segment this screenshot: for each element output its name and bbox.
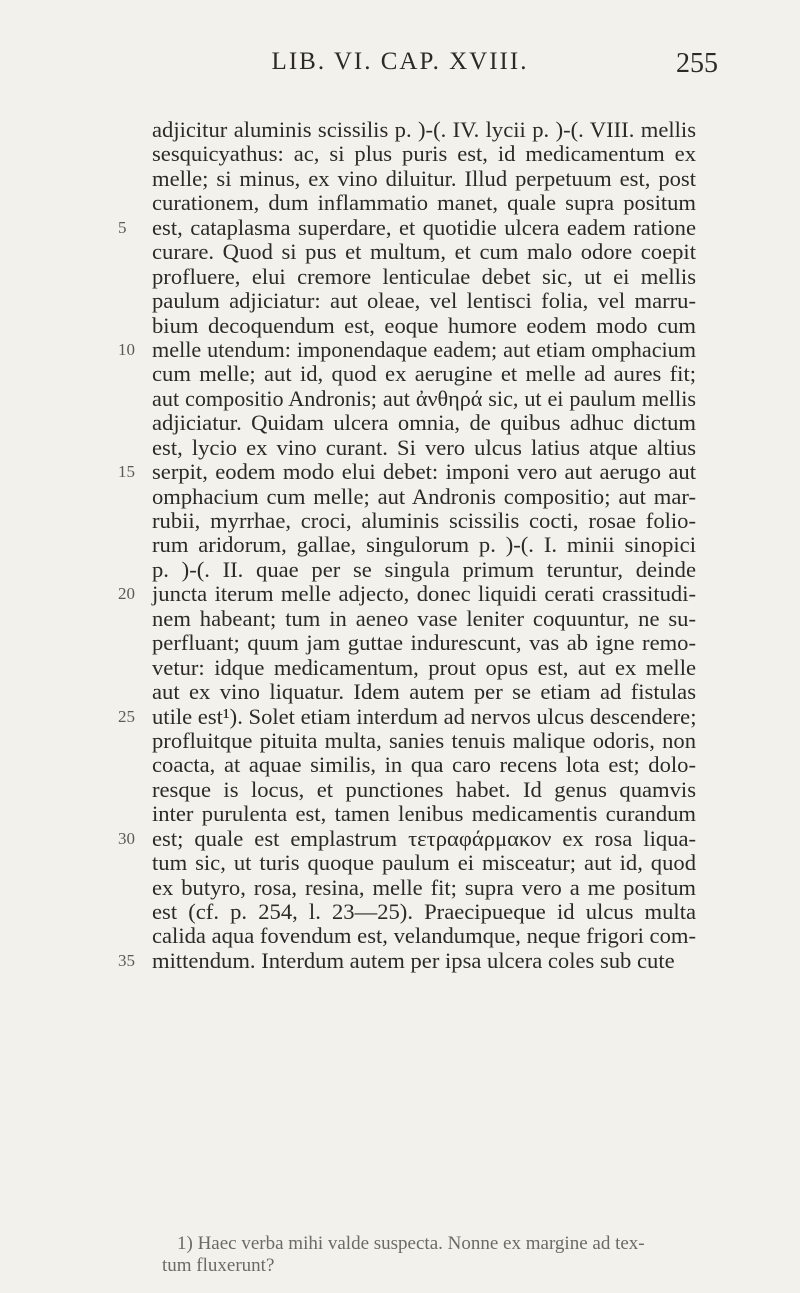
line-text: curationem, dum inflammatio manet, quale supra positum <box>152 190 696 216</box>
line-number: 15 <box>118 462 135 482</box>
text-line <box>0 656 800 680</box>
footnote-line <box>0 1233 800 1255</box>
line-text: vetur: idque medicamentum, prout opus est, aut ex melle <box>152 654 696 680</box>
line-text: coacta, at aquae similis, in qua caro recens lota est; dolo- <box>152 752 696 778</box>
line-text: p. )-(. II. quae per se singula primum teruntur, deinde <box>152 556 696 582</box>
line-text: curare. Quod si pus et multum, et cum malo odore coepit <box>152 239 696 265</box>
text-line <box>0 485 800 509</box>
line-number: 35 <box>118 950 135 970</box>
line-text: serpit, eodem modo elui debet: imponi vero aut aerugo aut <box>152 459 696 485</box>
text-line <box>0 680 800 704</box>
text-line <box>0 533 800 557</box>
text-line <box>0 949 800 973</box>
text-line <box>0 778 800 802</box>
line-text: adjicitur aluminis scissilis p. )-(. IV. lycii p. )-(. VIII. mellis <box>152 117 696 142</box>
line-text: aut ex vino liquatur. Idem autem per se etiam ad fistulas <box>152 679 696 705</box>
line-text: bium decoquendum est, eoque humore eodem modo cum <box>152 312 696 338</box>
text-line <box>0 705 800 729</box>
line-text: profluitque pituita multa, sanies tenuis malique odoris, non <box>152 727 696 753</box>
line-text: est, cataplasma superdare, et quotidie ulcera eadem ratione <box>152 214 696 240</box>
text-line <box>0 142 800 166</box>
footnote-line <box>0 1255 800 1277</box>
line-text: resque is locus, et punctiones habet. Id genus quamvis <box>152 776 696 802</box>
text-line <box>0 216 800 240</box>
text-line <box>0 827 800 851</box>
page-header <box>0 48 800 88</box>
line-text: melle; si minus, ex vino diluitur. Illud perpetuum est, post <box>152 165 696 191</box>
line-text: paulum adjiciatur: aut oleae, vel lentisci folia, vel marru- <box>152 288 696 314</box>
line-text: est; quale est emplastrum τετραφάρμακον ex rosa liqua- <box>152 825 696 851</box>
line-text: est (cf. p. 254, l. 23—25). Praecipueque id ulcus multa <box>152 899 696 924</box>
line-text: omphacium cum melle; aut Andronis compositio; aut mar- <box>152 483 696 509</box>
text-line <box>0 387 800 411</box>
line-text: calida aqua fovendum est, velandumque, neque frigori com- <box>152 923 696 949</box>
line-number: 30 <box>118 828 135 848</box>
line-number: 10 <box>118 339 135 359</box>
line-text: mittendum. Interdum autem per ipsa ulcera coles sub cute <box>152 947 675 973</box>
line-text: rum aridorum, gallae, singulorum p. )-(. I. minii sinopici <box>152 532 696 558</box>
line-text: juncta iterum melle adjecto, donec liquidi cerati crassitudi- <box>152 581 696 607</box>
text-line <box>0 167 800 191</box>
line-text: adjiciatur. Quidam ulcera omnia, de quibus adhuc dictum <box>152 410 696 436</box>
line-text: rubii, myrrhae, croci, aluminis scissilis cocti, rosae folio- <box>152 508 696 533</box>
line-number: 20 <box>118 584 135 604</box>
text-line <box>0 607 800 631</box>
line-text: inter purulenta est, tamen lenibus medicamentis curandum <box>152 801 696 827</box>
text-line <box>0 240 800 264</box>
footnote <box>0 1233 800 1277</box>
footnote-text: tum fluxerunt? <box>162 1255 275 1276</box>
running-head: LIB. VI. CAP. XVIII. <box>271 48 529 75</box>
text-line <box>0 411 800 435</box>
line-text: ex butyro, rosa, resina, melle fit; supra vero a me positum <box>152 874 696 900</box>
text-line <box>0 460 800 484</box>
text-line <box>0 509 800 533</box>
text-line <box>0 851 800 875</box>
text-line <box>0 729 800 753</box>
line-number: 25 <box>118 706 135 726</box>
text-line <box>0 118 800 142</box>
line-text: aut compositio Andronis; aut ἀνθηρά sic, ut ei paulum mellis <box>152 385 696 411</box>
text-line <box>0 876 800 900</box>
text-line <box>0 436 800 460</box>
text-line <box>0 802 800 826</box>
text-line <box>0 924 800 948</box>
text-line <box>0 582 800 606</box>
line-text: sesquicyathus: ac, si plus puris est, id medicamentum ex <box>152 141 696 167</box>
text-line <box>0 753 800 777</box>
line-text: profluere, elui cremore lenticulae debet sic, ut ei mellis <box>152 263 696 289</box>
text-line <box>0 191 800 215</box>
page-number: 255 <box>676 48 718 79</box>
text-line <box>0 631 800 655</box>
line-text: perfluant; quum jam guttae indurescunt, vas ab igne remo- <box>152 630 696 656</box>
line-number: 5 <box>118 217 127 237</box>
line-text: melle utendum: imponendaque eadem; aut etiam omphacium <box>152 336 696 362</box>
line-text: est, lycio ex vino curant. Si vero ulcus latius atque altius <box>152 434 696 460</box>
text-line <box>0 338 800 362</box>
text-line <box>0 558 800 582</box>
text-line <box>0 362 800 386</box>
text-line <box>0 265 800 289</box>
footnote-text: 1) Haec verba mihi valde suspecta. Nonne ex margine ad tex- <box>177 1233 645 1254</box>
line-text: cum melle; aut id, quod ex aerugine et melle ad aures fit; <box>152 361 696 387</box>
text-line <box>0 289 800 313</box>
text-line <box>0 314 800 338</box>
main-text <box>0 118 800 973</box>
text-line <box>0 900 800 924</box>
line-text: utile est¹). Solet etiam interdum ad nervos ulcus descendere; <box>152 703 697 729</box>
line-text: nem habeant; tum in aeneo vase leniter coquuntur, ne su- <box>152 605 696 631</box>
line-text: tum sic, ut turis quoque paulum ei misceatur; aut id, quod <box>152 850 696 876</box>
